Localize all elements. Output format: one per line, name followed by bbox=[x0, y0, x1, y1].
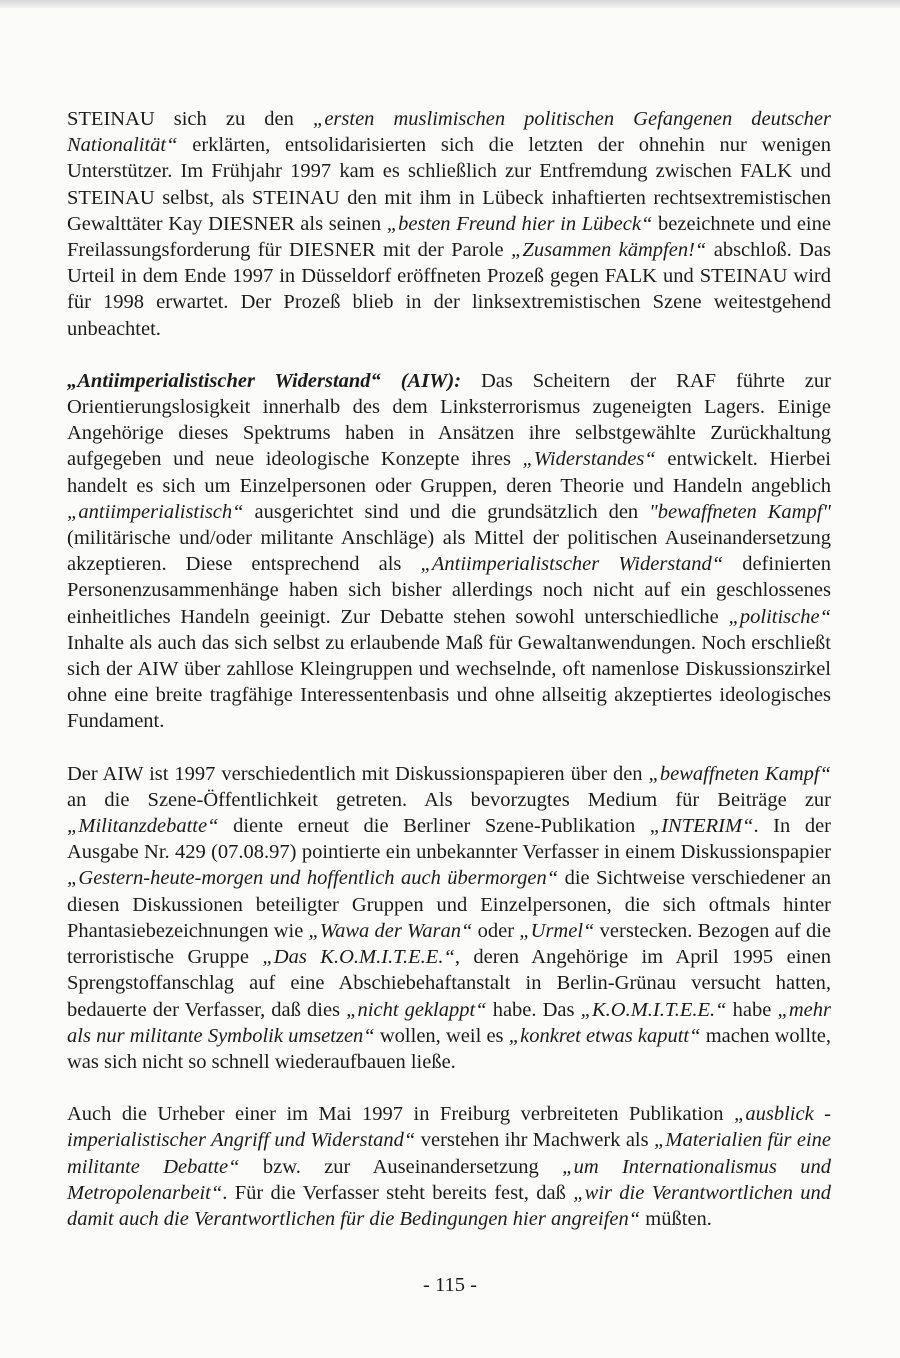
section-heading: „Antiimperialistischer Widerstand“ (AIW): bbox=[67, 369, 462, 392]
text-run: ausgerichtet sind und die grundsätzlich den bbox=[243, 500, 650, 523]
text-run: müßten. bbox=[640, 1207, 712, 1230]
quoted-text: „ersten muslimischen politischen Gefangenen deutscher Nationalität“ bbox=[67, 108, 831, 157]
quoted-text: „INTERIM“ bbox=[649, 815, 754, 838]
quoted-text: „um Internationalismus und Metropolenarbeit“ bbox=[67, 1155, 831, 1204]
text-run: entwickelt. Hierbei handelt es sich um Einzelpersonen oder Gruppen, deren Theorie und Handeln angeblich bbox=[67, 448, 831, 497]
text-run: habe. Das bbox=[486, 998, 581, 1021]
quoted-text: „Gestern-heute-morgen und hoffentlich auch übermorgen“ bbox=[67, 867, 559, 890]
body-text bbox=[67, 106, 831, 1232]
quoted-text: „antiimperialistisch“ bbox=[67, 500, 244, 523]
quoted-text: „bewaffneten Kampf“ bbox=[648, 762, 831, 785]
quoted-text: „Militanzdebatte“ bbox=[67, 815, 219, 838]
quoted-text: „Zusammen kämpfen!“ bbox=[511, 239, 707, 262]
text-run: , deren Angehörige im April 1995 einen Sprengstoffanschlag auf eine Abschiebehaftanstalt in Berlin-Grünau versucht hatten, bedauerte der Verfasser, daß dies bbox=[67, 946, 832, 1021]
text-run: Das Scheitern der RAF führte zur Orientierungslosigkeit innerhalb des dem Linksterrorismus zugeneigten Lagers. Einige Angehörige dieses Spektrums haben in Ansätzen ihre selbstgewählte Zurückhaltung aufgegeben und neue ideologische Konzepte ihres bbox=[67, 369, 831, 471]
text-run: . In der Ausgabe Nr. 429 (07.08.97) pointierte ein unbekannter Verfasser in einem Diskussionspapier bbox=[67, 815, 831, 864]
text-run: Auch die Urheber einer im Mai 1997 in Freiburg verbreiteten Publikation bbox=[67, 1103, 734, 1126]
quoted-text: „nicht geklappt“ bbox=[346, 998, 487, 1021]
text-run: Der AIW ist 1997 verschiedentlich mit Diskussionspapieren über den bbox=[67, 762, 649, 785]
text-run: Inhalte als auch das sich selbst zu erlaubende Maß für Gewaltanwendungen. Noch erschließt sich der AIW über zahllose Kleingruppen und wechselnde, oft namenlose Diskussionszirkel ohne eine breite tragfähige Interessentenbasis und ohne allseitig akzeptiertes ideologisches Fundament. bbox=[67, 631, 831, 733]
quoted-text: „Antiimperialistscher Widerstand“ bbox=[420, 553, 724, 576]
text-run: habe bbox=[726, 998, 778, 1021]
quoted-text: „wir die Verantwortlichen und damit auch die Verantwortlichen für die Bedingungen hier angreifen“ bbox=[67, 1181, 831, 1230]
paragraph bbox=[67, 1101, 831, 1232]
text-run: erklärten, entsolidarisierten sich die letzten der ohnehin nur wenigen Unterstützer. Im Frühjahr 1997 kam es schließlich zur Entfremdung zwischen FALK und STEINAU selbst, als STEINAU den mit ihm in Lübeck inhaftierten rechtsextremistischen Gewalttäter Kay DIESNER als seinen bbox=[67, 134, 831, 235]
paragraph bbox=[67, 761, 831, 1075]
quoted-text: „konkret etwas kaputt“ bbox=[508, 1024, 701, 1047]
text-run: (militärische und/oder militante Anschläge) als Mittel der politischen Auseinandersetzung akzeptieren. Diese entsprechend als bbox=[67, 527, 831, 576]
quoted-text: „besten Freund hier in Lübeck“ bbox=[386, 212, 653, 235]
text-run: STEINAU sich zu den bbox=[67, 108, 313, 130]
quoted-text: „mehr als nur militante Symbolik umsetzen“ bbox=[67, 998, 832, 1047]
text-run: abschloß. Das Urteil in dem Ende 1997 in Düsseldorf eröffneten Prozeß gegen FALK und STEINAU wird für 1998 erwartet. Der Prozeß blieb in der linksextremistischen Szene weitestgehend unbeachtet. bbox=[67, 239, 831, 340]
quoted-text: „Widerstandes“ bbox=[522, 448, 656, 471]
quoted-text: "bewaffneten Kampf" bbox=[649, 500, 832, 523]
quoted-text: „politische“ bbox=[728, 605, 831, 628]
text-run: verstehen ihr Machwerk als bbox=[415, 1129, 654, 1152]
text-run: die Sichtweise verschiedener an diesen Diskussionen beteiligter Gruppen und Einzelpersonen, die sich oftmals hinter Phantasiebezeichnungen wie bbox=[67, 867, 831, 942]
text-run: bezeichnete und eine Freilassungsforderung für DIESNER mit der Parole bbox=[67, 212, 831, 262]
quoted-text: „Das K.O.M.I.T.E.E.“ bbox=[262, 946, 455, 969]
text-run: an die Szene-Öffentlichkeit getreten. Als bevorzugtes Medium für Beiträge zur bbox=[67, 788, 831, 811]
quoted-text: „Materialien für eine militante Debatte“ bbox=[67, 1129, 831, 1178]
text-run: diente erneut die Berliner Szene-Publikation bbox=[218, 815, 650, 838]
text-run: verstecken. Bezogen auf die terroristische Gruppe bbox=[67, 919, 831, 969]
text-run: wollen, weil es bbox=[374, 1024, 509, 1047]
quoted-text: „K.O.M.I.T.E.E.“ bbox=[580, 998, 727, 1021]
quoted-text: „Urmel“ bbox=[519, 919, 595, 942]
top-edge-rule bbox=[0, 0, 900, 8]
text-run: bzw. zur Auseinandersetzung bbox=[239, 1155, 563, 1178]
text-run: definierten Personenzusammenhänge haben sich bisher allerdings noch nicht auf ein geschlossenes einheitliches Handeln geeinigt. Zur Debatte stehen sowohl unterschiedliche bbox=[67, 553, 831, 628]
text-run: machen wollte, was sich nicht so schnell wiederaufbauen ließe. bbox=[67, 1024, 831, 1073]
paragraph bbox=[67, 368, 831, 735]
text-run: . Für die Verfasser steht bereits fest, daß bbox=[222, 1181, 574, 1204]
page-number: - 115 - bbox=[423, 1274, 477, 1296]
text-run: oder bbox=[472, 919, 520, 942]
quoted-text: „Wawa der Waran“ bbox=[308, 919, 473, 942]
quoted-text: „ausblick - imperialistischer Angriff und Widerstand“ bbox=[67, 1103, 831, 1152]
paragraph bbox=[67, 106, 831, 342]
